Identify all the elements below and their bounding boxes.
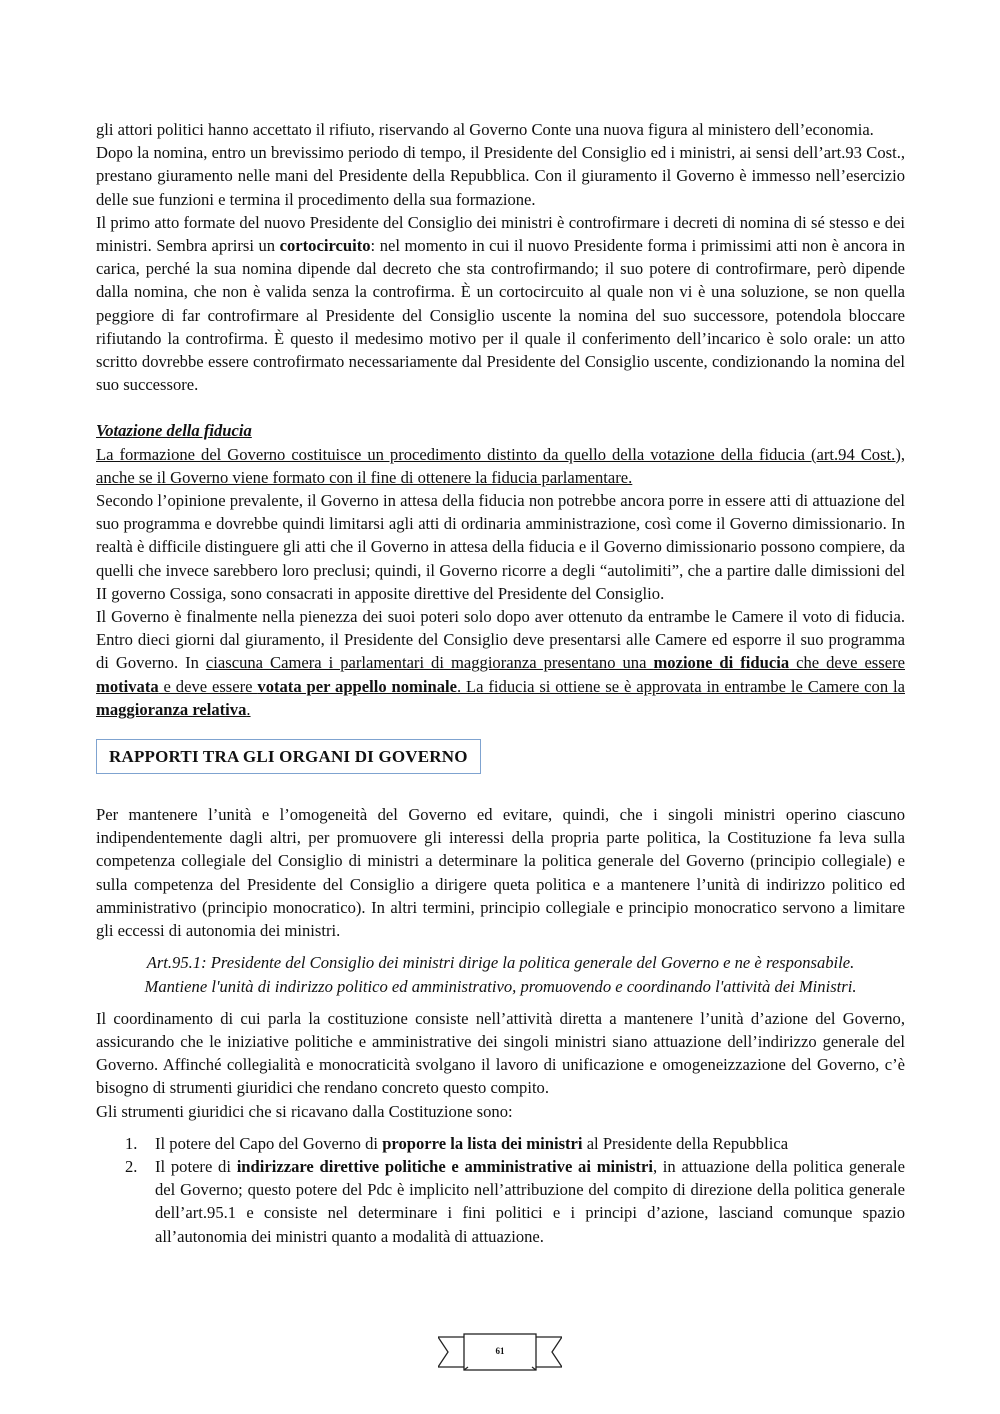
bold-term: motivata bbox=[96, 676, 159, 696]
bold-term: indirizzare direttive politiche e amministrative ai ministri bbox=[236, 1156, 653, 1176]
underlined-run: ciascuna Camera i parlamentari di maggioranza presentano una bbox=[205, 653, 654, 673]
underlined-intro: La formazione del Governo costituisce un procedimento distinto da quello della votazione della fiducia (art.94 Cost.), anche se il Governo viene formato con il fine di ottenere la fiducia parlamentare. bbox=[96, 444, 905, 487]
bold-term: maggioranza relativa bbox=[96, 699, 247, 719]
bold-term: proporre la lista dei ministri bbox=[382, 1133, 583, 1153]
quote-line: Mantiene l'unità di indirizzo politico ed amministrativo, promuovendo e coordinando l'attività dei Ministri. bbox=[144, 976, 857, 996]
quote-line: Art.95.1: Presidente del Consiglio dei ministri dirige la politica generale del Governo e ne è responsabile. bbox=[146, 953, 855, 973]
bold-term: votata per appello nominale bbox=[257, 676, 457, 696]
paragraph: Per mantenere l’unità e l’omogeneità del Governo ed evitare, quindi, che i singoli ministri operino ciascuno indipendentemente dagli altri, per promuovere gli interessi della propria parte politica, la Costituzione fa leva sulla competenza collegiale del Consiglio di ministri a determinare la politica generale del Governo (principio collegiale) e sulla competenza del Presidente del Consiglio a dirigere queta politica e a mantenere l’unità di indirizzo politico ed amministrativo (principio monocratico). In altri termini, principio collegiale e principio monocratico servono a limitare gli eccessi di autonomia dei ministri. bbox=[96, 805, 905, 941]
page-number: 61 bbox=[495, 1346, 505, 1356]
text-run: Il primo atto formate del nuovo Presidente del Consiglio dei ministri è controfirmare i decreti di nomina di sé stesso e dei ministri. Sembra aprirsi un bbox=[96, 212, 905, 256]
list-number: 1. bbox=[125, 1133, 138, 1153]
paragraph: Gli strumenti giuridici che si ricavano dalla Costituzione sono: bbox=[96, 1101, 513, 1121]
paragraph: Secondo l’opinione prevalente, il Governo in attesa della fiducia non potrebbe ancora porre in essere atti di attuazione del suo programma e dovrebbe quindi limitarsi agli atti di ordinaria amministrazione, così come il Governo dimissionario. In realtà è difficile distinguere gli atti che il Governo in attesa della fiducia e il Governo dimissionario possono compiere, da quelli che invece sarebbero loro preclusi; quindi, il Governo ricorre a degli “autolimiti”, che a partire dalle dimissioni del II governo Cossiga, sono consacrati in apposite direttive del Presidente del Consiglio. bbox=[96, 491, 905, 603]
page-number-ribbon bbox=[438, 1333, 562, 1373]
bold-term: mozione di fiducia bbox=[653, 653, 790, 673]
list-number: 2. bbox=[125, 1156, 138, 1176]
text-run: Il potere del Capo del Governo di bbox=[155, 1133, 383, 1153]
box-heading-wrapper bbox=[96, 739, 905, 779]
list-item bbox=[96, 1155, 905, 1248]
underlined-run: . La fiducia si ottiene se è approvata in entrambe le Camere con la bbox=[457, 676, 905, 696]
document-page bbox=[96, 118, 905, 1248]
instruments-list bbox=[96, 1132, 905, 1248]
paragraph: gli attori politici hanno accettato il rifiuto, riservando al Governo Conte una nuova figura al ministero dell’economia. bbox=[96, 120, 874, 139]
underlined-run: . bbox=[246, 699, 251, 719]
text-run: Il potere di bbox=[155, 1156, 237, 1176]
article-quote bbox=[96, 951, 905, 997]
text-run: al Presidente della Repubblica bbox=[582, 1133, 789, 1153]
underlined-run: che deve essere bbox=[789, 653, 905, 673]
paragraph-fiducia bbox=[96, 605, 905, 721]
text-run: , in attuazione della politica generale del Governo; questo potere del Pdc è implicito nell’attribuzione del compito di direzione della politica generale dell’art.95.1 e consiste nel determinare i fini politici e i principi d’azione, lasciand comunque spazio all’autonomia dei ministri quanto a modalità di attuazione. bbox=[155, 1156, 906, 1246]
box-heading: RAPPORTI TRA GLI ORGANI DI GOVERNO bbox=[96, 739, 481, 774]
paragraph-cortocircuito bbox=[96, 211, 905, 397]
underlined-run: e deve essere bbox=[158, 676, 258, 696]
section-title: Votazione della fiducia bbox=[96, 421, 252, 441]
paragraph: Dopo la nomina, entro un brevissimo periodo di tempo, il Presidente del Consiglio ed i ministri, ai sensi dell’art.93 Cost., prestano giuramento nelle mani del Presidente della Repubblica. Con il giuramento il Governo è immesso nell’esercizio delle sue funzioni e termina il procedimento della sua formazione. bbox=[96, 143, 905, 209]
list-item bbox=[96, 1132, 905, 1155]
text-run: Il Governo è finalmente nella pienezza dei suoi poteri solo dopo aver ottenuto da entrambe le Camere il voto di fiducia. Entro dieci giorni dal giuramento, il Presidente del Consiglio deve presentarsi alle Camere ed esporre il suo programma di Governo. In bbox=[96, 607, 905, 673]
bold-term: cortocircuito bbox=[279, 236, 371, 256]
text-run: : nel momento in cui il nuovo Presidente forma i primissimi atti non è ancora in carica, perché la sua nomina dipende dal decreto che sta controfirmando; il suo potere di controfirmare, però dipende dalla nomina, che non è valida senza la controfirma. È un cortocircuito al quale non vi è una soluzione, se non quella peggiore di far controfirmare al Presidente del Consiglio uscente la nomina del suo successore, potendola bloccare rifiutando la controfirma. È questo il medesimo motivo per il quale il conferimento dell’incarico è solo orale: un atto scritto dovrebbe essere controfirmato necessariamente dal Presidente del Consiglio uscente, condizionando la nomina del suo successore. bbox=[96, 236, 906, 395]
paragraph: Il coordinamento di cui parla la costituzione consiste nell’attività diretta a mantenere l’unità d’azione del Governo, assicurando che le iniziative politiche e amministrative dei singoli ministri siano attuazione dell’indirizzo generale del Governo. Affinché collegialità e monocraticità svolgano il lavoro di unificazione e omogeneizzazione del Governo, c’è bisogno di strumenti giuridici che rendano concreto questo compito. bbox=[96, 1008, 905, 1098]
